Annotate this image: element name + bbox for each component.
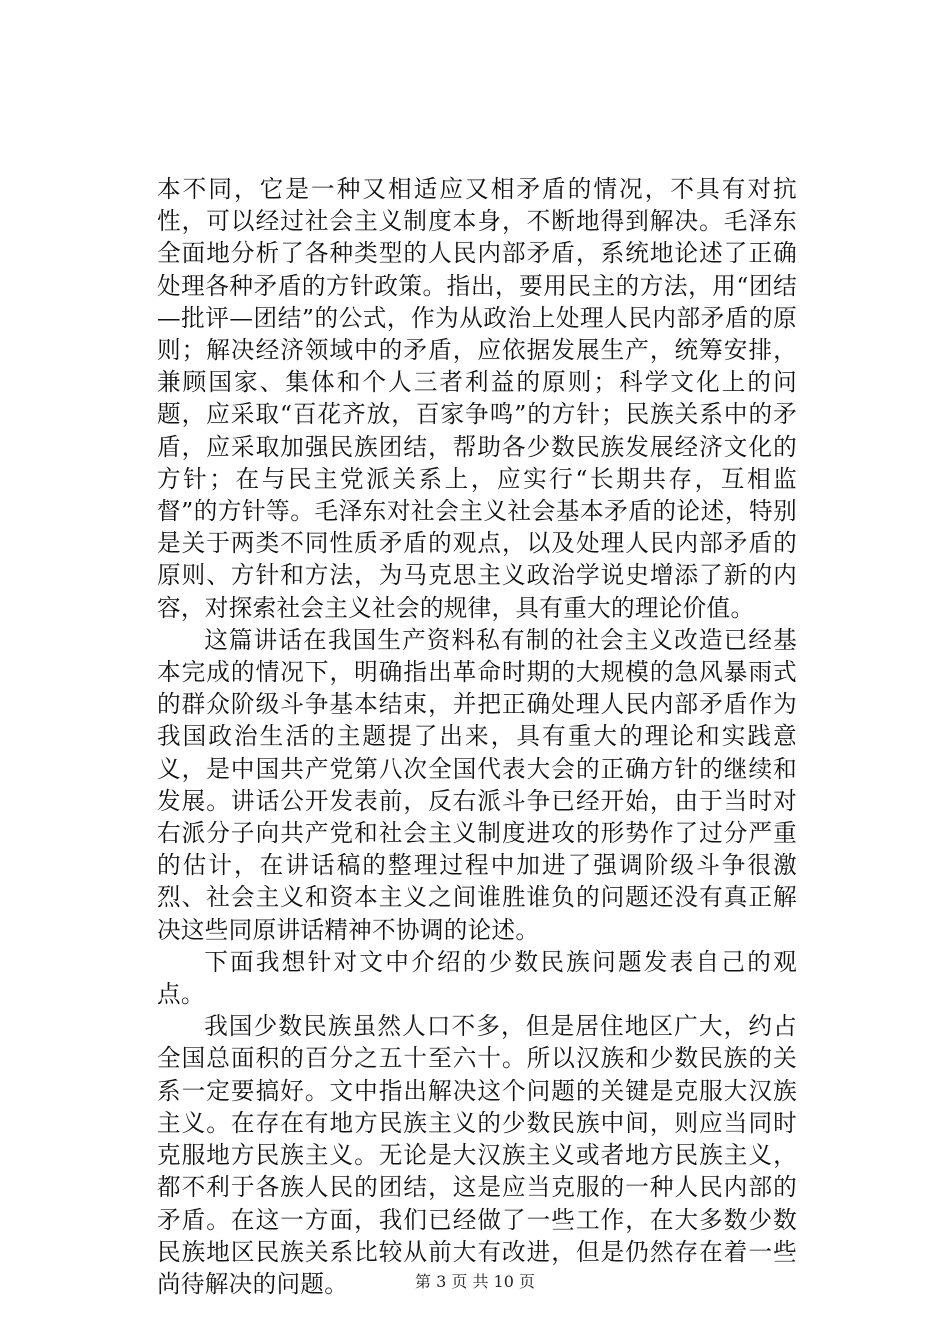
paragraph-2: 这篇讲话在我国生产资料私有制的社会主义改造已经基本完成的情况下，明确指出革命时期的大规模的急风暴雨式的群众阶级斗争基本结束，并把正确处理人民内部矛盾作为我国政治生活的主题提了出来，具有重大的理论和实践意义，是中国共产党第八次全国代表大会的正确方针的继续和发展。讲话公开发表前，反右派斗争已经开始，由于当时对右派分子向共产党和社会主义制度进攻的形势作了过分严重的估计，在讲话稿的整理过程中加进了强调阶级斗争很激烈、社会主义和资本主义之间谁胜谁负的问题还没有真正解决这些同原讲话精神不协调的论述。 bbox=[157, 625, 797, 944]
paragraph-3: 下面我想针对文中介绍的少数民族问题发表自己的观点。 bbox=[157, 947, 797, 1009]
page-number-footer: 第 3 页 共 10 页 bbox=[415, 1272, 535, 1291]
body-text bbox=[157, 173, 797, 1300]
paragraph-4: 我国少数民族虽然人口不多，但是居住地区广大，约占全国总面积的百分之五十至六十。所以汉族和少数民族的关系一定要搞好。文中指出解决这个问题的关键是克服大汉族主义。在存在有地方民族主义的少数民族中间，则应当同时克服地方民族主义。无论是大汉族主义或者地方民族主义，都不利于各族人民的团结，这是应当克服的一种人民内部的矛盾。在这一方面，我们已经做了一些工作，在大多数少数民族地区民族关系比较从前大有改进，但是仍然存在着一些尚待解决的问题。 bbox=[157, 1012, 797, 1298]
paragraph-1: 本不同，它是一种又相适应又相矛盾的情况，不具有对抗性，可以经过社会主义制度本身，不断地得到解决。毛泽东全面地分析了各种类型的人民内部矛盾，系统地论述了正确处理各种矛盾的方针政策。指出，要用民主的方法，用“团结—批评—团结”的公式，作为从政治上处理人民内部矛盾的原则；解决经济领域中的矛盾，应依据发展生产，统筹安排，兼顾国家、集体和个人三者利益的原则；科学文化上的问题，应采取“百花齐放，百家争鸣”的方针；民族关系中的矛盾，应采取加强民族团结，帮助各少数民族发展经济文化的方针；在与民主党派关系上，应实行“长期共存，互相监督”的方针等。毛泽东对社会主义社会基本矛盾的论述，特别是关于两类不同性质矛盾的观点，以及处理人民内部矛盾的原则、方针和方法，为马克思主义政治学说史增添了新的内容，对探索社会主义社会的规律，具有重大的理论价值。 bbox=[157, 175, 797, 622]
